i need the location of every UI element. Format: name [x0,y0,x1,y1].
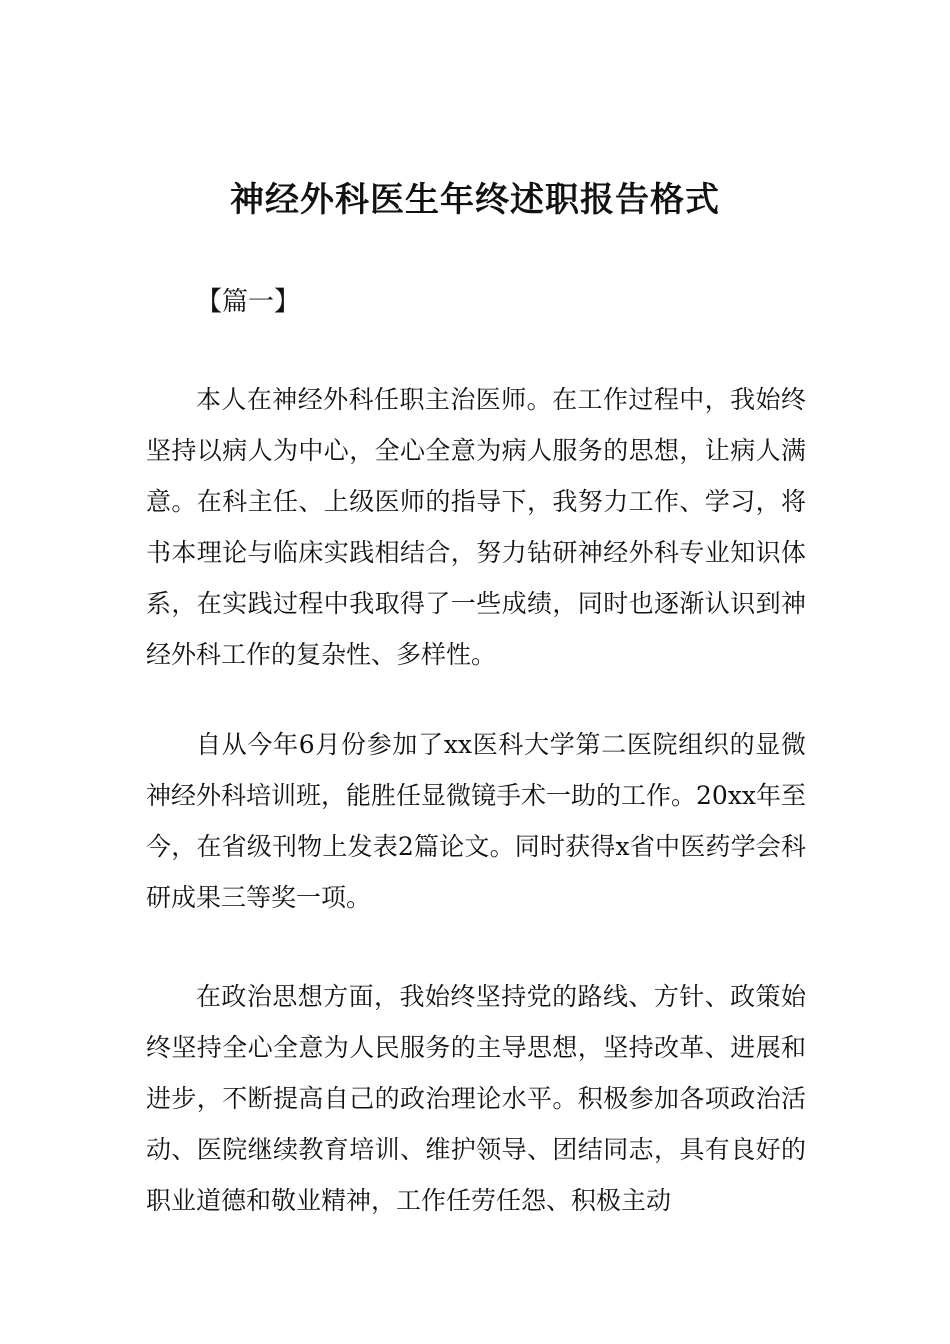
body-paragraph: 自从今年6月份参加了xx医科大学第二医院组织的显微神经外科培训班，能胜任显微镜手术一助的工作。20xx年至今，在省级刊物上发表2篇论文。同时获得x省中医药学会科研成果三等奖一项。 [146,730,807,912]
section-label: 【篇一】 [196,287,301,317]
body-paragraph: 在政治思想方面，我始终坚持党的路线、方针、政策始终坚持全心全意为人民服务的主导思想，坚持改革、进展和进步，不断提高自己的政治理论水平。积极参加各项政治活动、医院继续教育培训、维护领导、团结同志，具有良好的职业道德和敬业精神，工作任劳任怨、积极主动 [146,982,806,1215]
document-title: 神经外科医生年终述职报告格式 [230,180,720,220]
body-paragraph: 本人在神经外科任职主治医师。在工作过程中，我始终坚持以病人为中心，全心全意为病人服务的思想，让病人满意。在科主任、上级医师的指导下，我努力工作、学习，将书本理论与临床实践相结合，努力钻研神经外科专业知识体系，在实践过程中我取得了一些成绩，同时也逐渐认识到神经外科工作的复杂性、多样性。 [146,385,806,669]
